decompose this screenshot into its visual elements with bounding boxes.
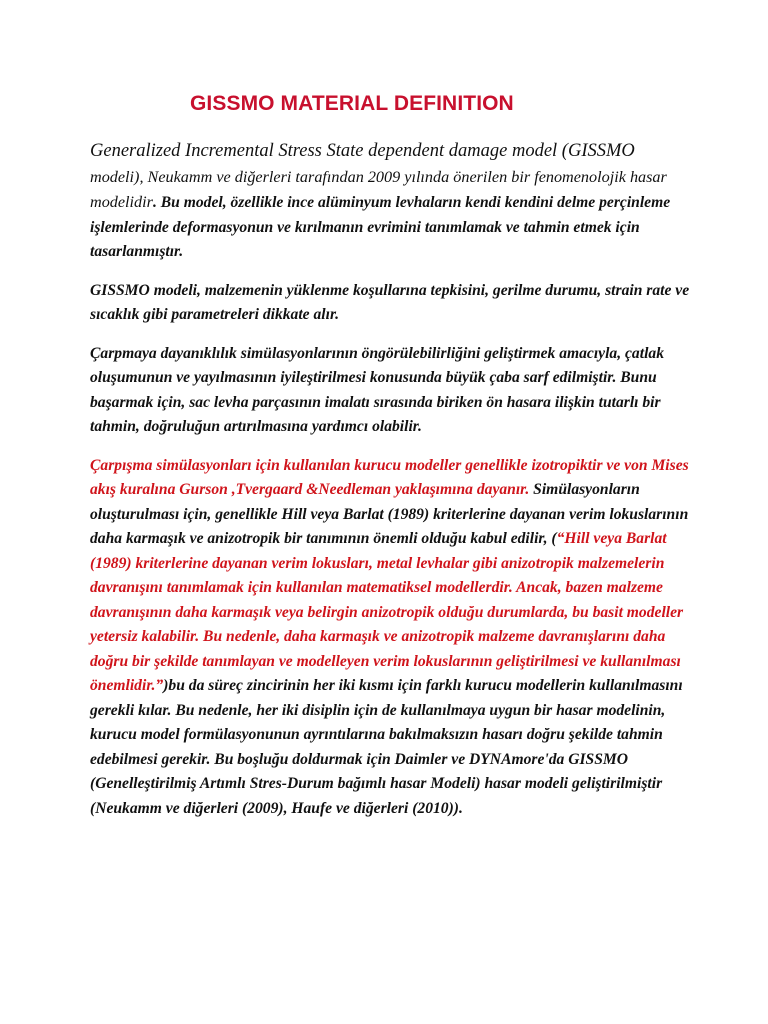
highlighted-text-isotropic: Çarpışma simülasyonları için kullanılan kurucu modeller genellikle izotropiktir ve von Mises akış kuralına Gurson ,Tvergaard &Needleman yaklaşımına dayanır. bbox=[90, 456, 689, 498]
paragraph-gissmo-parameters: GISSMO modeli, malzemenin yüklenme koşullarına tepkisini, gerilme durumu, strain rate ve sıcaklık gibi parametreleri dikkate alır. bbox=[90, 281, 690, 323]
document-body bbox=[90, 138, 690, 835]
text-gissmo-development: )bu da süreç zincirinin her iki kısmı için farklı kurucu modellerin kullanılmasını gerekli kılar. Bu nedenle, her iki disiplin için de kullanılmaya uygun bir hasar modelinin, kurucu model formülasyonunun ayrıntılarına bakılmaksızın hasarı doğru şekilde tahmin edebilmesi gerekir. Bu boşluğu doldurmak için Daimler ve DYNAmore'da GISSMO (Genelleştirilmiş Artımlı Stres-Durum bağımlı hasar Modeli) hasar modeli geliştirilmiştir (Neukamm ve diğerleri (2009), Haufe ve diğerleri (2010)). bbox=[90, 677, 683, 817]
paragraph-constitutive-models bbox=[90, 454, 690, 822]
paragraph-crash-simulation: Çarpmaya dayanıklılık simülasyonlarının öngörülebilirliğini geliştirmek amacıyla, çatlak oluşumunun ve yayılmasının iyileştirilmesi konusunda büyük çaba sarf edilmiştir. Bunu başarmak için, sac levha parçasının imalatı sırasında biriken ön hasara ilişkin tutarlı bir tahmin, doğruluğun artırılmasına yardımcı olabilir. bbox=[90, 344, 664, 435]
paragraph-gissmo-definition bbox=[90, 138, 690, 265]
text-yield-locus: Simülasyonların oluşturulması için, genellikle Hill veya Barlat (1989) kriterlerine dayanan verim lokuslarının daha karmaşık ve anizotropik bir tanımının önemli olduğu kabul edilir, ( bbox=[90, 481, 689, 547]
intro-lead-text: Generalized Incremental Stress State dependent damage model (GISSMO bbox=[90, 141, 635, 161]
document-title: GISSMO MATERIAL DEFINITION bbox=[190, 92, 514, 115]
highlighted-text-hill-barlat: “Hill veya Barlat (1989) kriterlerine dayanan verim lokusları, metal levhalar gibi anizotropik malzemelerin davranışını tanımlamak için kullanılan matematiksel modellerdir. Ancak, bazen malzeme davranışının daha karmaşık veya belirgin anizotropik olduğu durumlarda, bu basit modeller yetersiz kalabilir. Bu nedenle, daha karmaşık ve anizotropik malzeme davranışlarını daha doğru bir şekilde tanımlayan ve modelleyen verim lokuslarının geliştirilmesi ve kullanılması önemlidir.” bbox=[90, 530, 684, 694]
intro-rest-text: . Bu model, özellikle ince alüminyum levhaların kendi kendini delme perçinleme işlemlerinde deformasyonun ve kırılmanın evrimini tanımlamak ve tahmin etmek için tasarlanmıştır. bbox=[90, 194, 671, 260]
intro-lead-text-continued: modeli), Neukamm ve diğerleri tarafından 2009 yılında önerilen bir fenomenolojik hasar modelidir bbox=[90, 167, 667, 211]
